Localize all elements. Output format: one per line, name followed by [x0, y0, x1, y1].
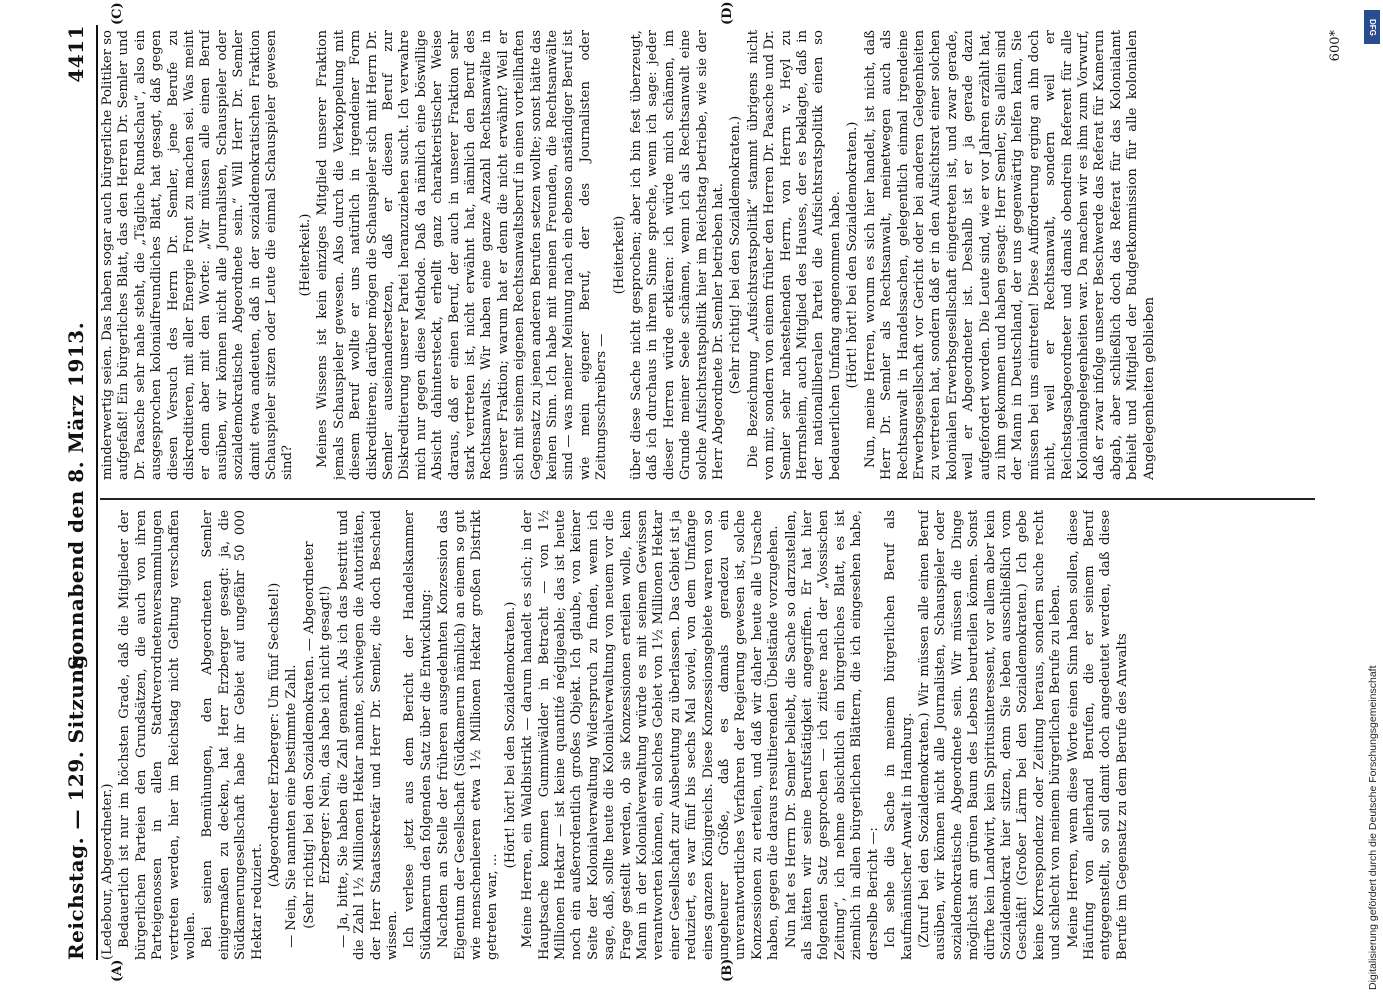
paragraph: Ich verlese jetzt aus dem Bericht der Handelskammer Südkamerun den folgenden Satz über die Entwicklung:: [402, 510, 434, 960]
paragraph: Nun hat es Herrn Dr. Semler beliebt, die Sache so darzustellen, als hätten wir seine Berufstätigkeit angegriffen. Er hat hier folgenden Satz gesprochen — ich zitiere nach der „Vossischen Zeitung“, ich nehme absichtlich ein bürgerliches Blatt, es ist ziemlich in allen bürgerlichen Blättern, die ich eingesehen habe, derselbe Bericht —:: [783, 510, 881, 960]
sheet-signature: 600*: [1328, 30, 1343, 62]
paragraph: — Nein, Sie nannten eine bestimmte Zahl.: [284, 664, 300, 948]
column-divider: [100, 498, 1315, 500]
paragraph: (Ledebour, Abgeordneter.): [100, 783, 115, 960]
digitization-credit: Digitalisierung gefördert durch die Deutsche Forschungsgemeinschaft: [1367, 665, 1379, 990]
header-session: Reichstag. — 129. Sitzung.: [64, 646, 88, 960]
interjection: (Sehr richtig! bei den Sozialdemokraten.): [728, 115, 744, 395]
margin-mark-c: (C): [110, 2, 125, 25]
margin-mark-b: (B): [720, 958, 735, 982]
paragraph: minderwertig seien. Das haben sogar auch bürgerliche Politiker so aufgefaßt! Ein bürgerliches Blatt, das den Herren Dr. Semler und Dr. Paasche sehr nahe steht, die „Tägliche Rundschau“, also ein ausgesprochen kolonialfreundliches Blatt, hat gesagt, daß gegen diesen Versuch des Herrn Dr. Semler, jene Berufe zu diskreditieren, mit aller Energie Front zu machen sei. Was meint er denn aber mit den Worte: „Wir müssen alle einen Beruf ausüben, wir können nicht alle Journalisten, Schauspieler oder sozialdemokratische Abgeordnete sein.“ Will Herr Dr. Semler damit etwa andeuten, daß in der sozialdemokratischen Fraktion Schauspieler sitzen oder Leute die einmal Schauspieler gewesen sind?: [100, 30, 296, 480]
paragraph: Bedauerlich ist nur im höchsten Grade, daß die Mitglieder der bürgerlichen Parteien den Grundsätzen, die auch von ihren Parteigenossen in allen Stadtverordnetenversammlungen vertreten werden, hier im Reichstag nicht Geltung verschaffen wollen.: [117, 510, 199, 960]
page-number: 4411: [64, 25, 88, 83]
paragraph: — Ja, bitte, Sie haben die Zahl genannt. Als ich das bestritt und die Zahl 1½ Millionen Hektar nannte, schwiegen die Autoritäten, der Herr Staatssekretär und Herr Dr. Semler, die doch Bescheid wissen.: [335, 510, 400, 960]
margin-mark-d: (D): [720, 1, 735, 25]
interjection: (Heiterkeit): [611, 215, 627, 295]
margin-mark-a: (A): [110, 959, 125, 982]
paragraph: über diese Sache nicht gesprochen; aber ich bin fest überzeugt, daß ich durchaus in ihrem Sinne spreche, wenn ich sage: jeder dieser Herren würde erklären: ich würde mich schämen, im Grunde meiner Seele schämen, wenn ich als Rechtsanwalt eine solche Aufsichtsratspolitik hier im Reichstag betriebe, wie sie der Herr Abgeordnete Dr. Semler betrieben hat.: [629, 30, 727, 480]
interjection: (Sehr richtig! bei den Sozialdemokraten. — Abgeordneter Erzberger: Nein, das habe ich nicht gesagt!): [301, 541, 334, 929]
paragraph: Die Bezeichnung „Aufsichtsratspolitik“ stammt übrigens nicht von mir, sondern von einem früher den Herren Dr. Paasche und Dr. Semler sehr nahestehenden Herrn, von Herrn v. Heyl zu Herrnsheim, auch Mitglied des Hauses, der es beklagte, daß in der nationalliberalen Partei die Aufsichtsratspolitik einen so bedauerlichen Umfang angenommen habe.: [745, 30, 843, 480]
paragraph: Nun, meine Herren, worum es sich hier handelt, ist nicht, daß Herr Dr. Semler als Rechtsanwalt, meinetwegen auch als Rechtsanwalt in Handelssachen, gelegentlich einmal irgendeine Erwerbsgesellschaft vor Gericht oder bei anderen Gelegenheiten zu vertreten hat, sondern daß er in den Aufsichtsrat einer solchen kolonialen Erwerbsgesellschaft eingetreten ist, und zwar gerade, weil er Abgeordneter ist. Deshalb ist er ja gerade dazu aufgefordert worden. Die Leute sind, wie er vor Jahren erzählt hat, zu ihm gekommen und haben gesagt: Herr Semler, Sie allein sind der Mann in Deutschland, der uns gegenwärtig helfen kann, Sie müssen bei uns eintreten! Diese Aufforderung erging an ihn doch nicht, weil er Rechtsanwalt, sondern weil er Reichstagsabgeordneter und damals obendrein Referent für alle Kolonialangelegenheiten war. Da machen wir es ihm zum Vorwurf, daß er zwar infolge unserer Beschwerde das Referat für Kamerun abgab, aber schließlich doch das Referat für das Kolonialamt behielt und Mitglied der Budgetkommission für alle kolonialen Angelegenheiten geblieben: [862, 30, 1157, 480]
paragraph: Meine Herren, wenn diese Worte einen Sinn haben sollen, diese Häufung von allerhand Berufen, die er seinem Beruf entgegenstellt, so soll damit doch angedeutet werden, daß diese Berufe im Gegensatz zu dem Berufe des Anwalts: [1065, 510, 1130, 960]
interjection: (Abgeordneter Erzberger: Um fünf Sechstel!): [267, 582, 283, 888]
right-column: [100, 30, 1300, 480]
quotation: Nachdem an Stelle der früheren ausgedehnten Konzession das Eigentum der Gesellschaft (Südkamerun nämlich) an einem so gut wie menschenleeren etwa 1½ Millionen Hektar großen Distrikt getreten war, ...: [436, 510, 501, 960]
quotation: Ich sehe die Sache in meinem bürgerlichen Beruf als kaufmännischer Anwalt in Hamburg.: [883, 510, 915, 960]
paragraph: Bei seinen Bemühungen, den Abgeordneten Semler einigermaßen zu decken, hat Herr Erzberger gesagt: ja, die Südkamerungesellschaft habe ihr Gebiet auf ungefähr 50 000 Hektar reduziert.: [200, 510, 265, 960]
page-header: [60, 25, 92, 960]
interjection: (Hört! hört! bei den Sozialdemokraten.): [845, 121, 861, 389]
left-column: [100, 510, 1300, 960]
quotation: (Zuruf bei den Sozialdemokraten.) Wir müssen alle einen Beruf ausüben, wir können nicht alle Journalisten, Schauspieler oder sozialdemokratische Abgeordnete sein. Wir müssen die Dinge möglichst am grünen Baum des Lebens beurteilen können. Sonst dürfte kein Landwirt, kein Spiritusinteressent, vor allem aber kein Sozialdemokrat hier sitzen, denn Sie leben ausschließlich vom Geschäft! (Großer Lärm bei den Sozialdemokraten.) Ich gebe keine Korrespondenz oder Zeitung heraus, sondern suche recht und schlecht von meinem bürgerlichen Berufe zu leben.: [916, 510, 1064, 960]
header-rule: [96, 25, 98, 960]
interjection: (Heiterkeit.): [297, 213, 313, 297]
paragraph: Meine Herren, ein Waldbistrikt — darum handelt es sich; in der Hauptsache kommen Gummiwälder in Betracht — von 1½ Millionen Hektar — ist keine quantité négligeable; das ist heute noch ein außerordentlich großes Objekt. Ich glaube, von keiner Seite der Kolonialverwaltung Widerspruch zu finden, wenn ich sage, daß, sollte heute die Kolonialverwaltung von neuem vor die Frage gestellt werden, ob sie Konzessionen erteilen wolle, kein Mann in der Kolonialverwaltung würde es mit seinem Gewissen verantworten können, ein solches Gebiet von 1½ Millionen Hektar einer Gesellschaft zur Ausbeutung zu überlassen. Das Gebiet ist ja reduziert, es war fünf bis sechs Mal soviel, von dem Umfange eines ganzen Königreichs. Diese Konzessionsgebiete waren von so ungeheurer Größe, daß es damals geradezu ein unverantwortliches Verfahren der Regierung gewesen ist, solche Konzessionen zu erteilen, und daß wir daher heute alle Ursache haben, gegen die daraus resultierenden Übelstände vorzugehen.: [520, 510, 782, 960]
dfg-logo: DFG: [1364, 10, 1380, 44]
interjection: (Hört! hört! bei den Sozialdemokraten.): [502, 601, 518, 869]
header-date: Sonnabend den 8. März 1913.: [64, 321, 88, 670]
paragraph: Meines Wissens ist kein einziges Mitglied unserer Fraktion jemals Schauspieler gewesen. Also durch die Verkoppelung mit diesem Beruf wollte er uns natürlich in irgendeiner Form diskreditieren; darüber mögen die Schauspieler sich mit Herrn Dr. Semler auseinandersetzen, daß er diesen Beruf zur Diskreditierung unserer Partei heranzuziehen sucht. Ich verwahre mich nur gegen diese Methode. Daß da nämlich eine böswillige Absicht dahintersteckt, erhellt ganz charakteristischer Weise daraus, daß er einen Beruf, der auch in unserer Fraktion sehr stark vertreten ist, nicht erwähnt hat, nämlich den Beruf des Rechtsanwalts. Wir haben eine ganze Anzahl Rechtsanwälte in unserer Fraktion; warum hat er denn die nicht erwähnt? Weil er sich mit seinem eigenen Rechtsanwaltsberuf in einen vorteilhaften Gegensatz zu jenen anderen Berufen setzen wollte; sonst hätte das keinen Sinn. Ich habe mit meinen Freunden, die Rechtsanwälte sind — was meiner Meinung nach ein ebenso anständiger Beruf ist wie mein eigener Beruf, der des Journalisten oder Zeitungsschreibers —: [315, 30, 610, 480]
